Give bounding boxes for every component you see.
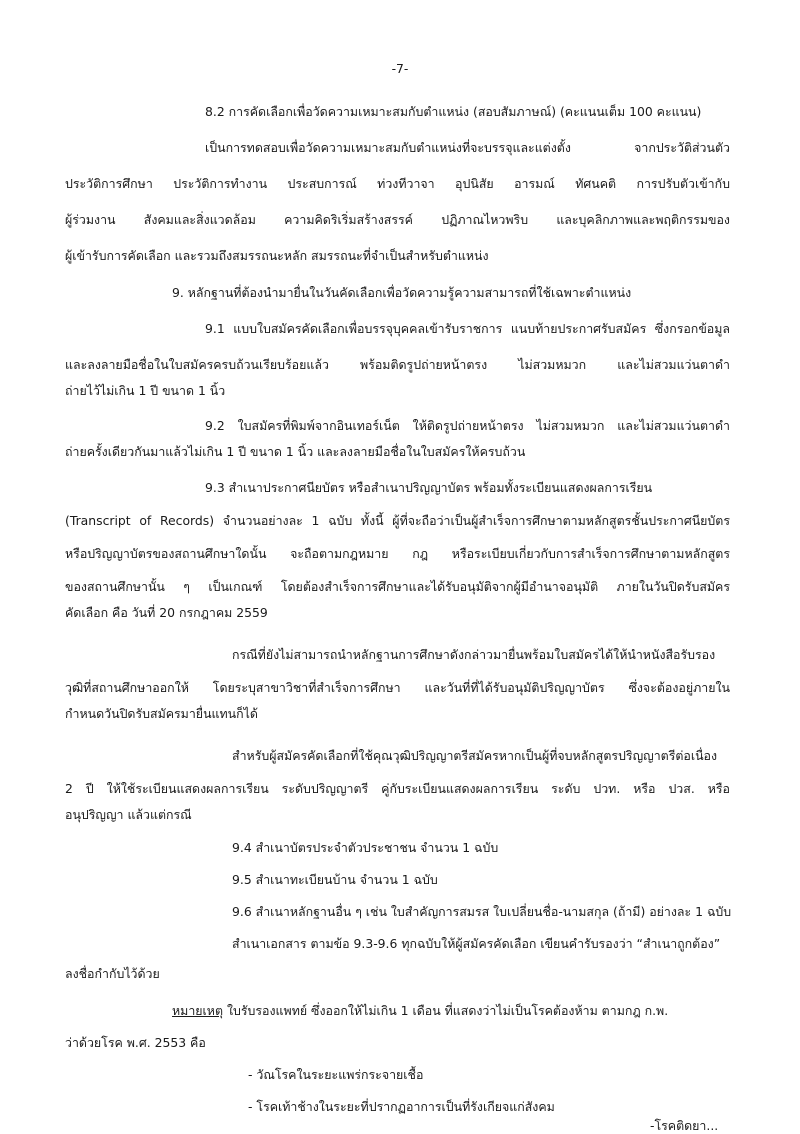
item-9-4: 9.4 สำเนาบัตรประจำตัวประชาชน จำนวน 1 ฉบับ <box>232 840 499 855</box>
paragraph-line: สำหรับผู้สมัครคัดเลือกที่ใช้คุณวุฒิปริญญาตรีสมัครหากเป็นผู้ที่จบหลักสูตรปริญญาตรีต่อเนื่อง <box>232 748 718 763</box>
note-line <box>172 1004 668 1019</box>
paragraph-line: และลงลายมือชื่อในใบสมัครครบถ้วนเรียบร้อยแล้ว พร้อมติดรูปถ่ายหน้าตรง ไม่สวมหมวก และไม่สวมแว่นตาดำ <box>65 357 730 372</box>
note-text: ใบรับรองแพทย์ ซึ่งออกให้ไม่เกิน 1 เดือน ที่แสดงว่าไม่เป็นโรคต้องห้าม ตามกฎ ก.พ. <box>223 1003 669 1018</box>
page-number: -7- <box>391 61 409 76</box>
paragraph-line: เป็นการทดสอบเพื่อวัดความเหมาะสมกับตำแหน่งที่จะบรรจุและแต่งตั้ง จากประวัติส่วนตัว <box>205 140 730 155</box>
page-continuation: -โรคติดยา... <box>650 1118 719 1133</box>
item-9-5: 9.5 สำเนาทะเบียนบ้าน จำนวน 1 ฉบับ <box>232 872 438 887</box>
list-item: - วัณโรคในระยะแพร่กระจายเชื้อ <box>248 1067 424 1082</box>
paragraph-line: ถ่ายไว้ไม่เกิน 1 ปี ขนาด 1 นิ้ว <box>65 383 226 398</box>
paragraph-line: 9.3 สำเนาประกาศนียบัตร หรือสำเนาปริญญาบัตร พร้อมทั้งระเบียนแสดงผลการเรียน <box>205 480 653 495</box>
paragraph-line: 9.1 แบบใบสมัครคัดเลือกเพื่อบรรจุบุคคลเข้ารับราชการ แนบท้ายประกาศรับสมัคร ซึ่งกรอกข้อมูล <box>205 321 730 336</box>
item-9-6: 9.6 สำเนาหลักฐานอื่น ๆ เช่น ใบสำคัญการสมรส ใบเปลี่ยนชื่อ-นามสกุล (ถ้ามี) อย่างละ 1 ฉบับ <box>232 904 732 919</box>
note-label: หมายเหตุ <box>172 1003 224 1018</box>
list-item: - โรคเท้าช้างในระยะที่ปรากฏอาการเป็นที่รังเกียจแก่สังคม <box>248 1099 555 1114</box>
section-9-heading: 9. หลักฐานที่ต้องนำมายื่นในวันคัดเลือกเพื่อวัดความรู้ความสามารถที่ใช้เฉพาะตำแหน่ง <box>172 285 632 300</box>
paragraph-line: ผู้ร่วมงาน สังคมและสิ่งแวดล้อม ความคิดริเริ่มสร้างสรรค์ ปฏิภาณไหวพริบ และบุคลิกภาพและพฤติกรรมของ <box>65 212 730 227</box>
paragraph-line: คัดเลือก คือ วันที่ 20 กรกฎาคม 2559 <box>65 605 268 620</box>
paragraph-line: ว่าด้วยโรค พ.ศ. 2553 คือ <box>65 1035 206 1050</box>
paragraph-line: ประวัติการศึกษา ประวัติการทำงาน ประสบการณ์ ท่วงทีวาจา อุปนิสัย อารมณ์ ทัศนคติ การปรับตัวเข้ากับ <box>65 176 730 191</box>
paragraph-line: ของสถานศึกษานั้น ๆ เป็นเกณฑ์ โดยต้องสำเร็จการศึกษาและได้รับอนุมัติจากผู้มีอำนาจอนุมัติ ภายในวันปิดรับสมัคร <box>65 579 730 594</box>
paragraph-line: กำหนดวันปิดรับสมัครมายื่นแทนก็ได้ <box>65 706 258 721</box>
paragraph-line: ผู้เข้ารับการคัดเลือก และรวมถึงสมรรถนะหลัก สมรรถนะที่จำเป็นสำหรับตำแหน่ง <box>65 248 489 263</box>
paragraph-line: หรือปริญญาบัตรของสถานศึกษาใดนั้น จะถือตามกฎหมาย กฎ หรือระเบียบเกี่ยวกับการสำเร็จการศึกษาตามหลักสูตร <box>65 546 730 561</box>
paragraph-line: อนุปริญญา แล้วแต่กรณี <box>65 807 192 822</box>
paragraph-line: ถ่ายครั้งเดียวกันมาแล้วไม่เกิน 1 ปี ขนาด 1 นิ้ว และลงลายมือชื่อในใบสมัครให้ครบถ้วน <box>65 444 526 459</box>
paragraph-line: กรณีที่ยังไม่สามารถนำหลักฐานการศึกษาดังกล่าวมายื่นพร้อมใบสมัครได้ให้นำหนังสือรับรอง <box>232 647 716 662</box>
paragraph-line: (Transcript of Records) จำนวนอย่างละ 1 ฉบับ ทั้งนี้ ผู้ที่จะถือว่าเป็นผู้สำเร็จการศึกษาตามหลักสูตรชั้นประกาศนียบัตร <box>65 513 730 528</box>
paragraph-line: สำเนาเอกสาร ตามข้อ 9.3-9.6 ทุกฉบับให้ผู้สมัครคัดเลือก เขียนคำรับรองว่า “สำเนาถูกต้อง” <box>232 936 721 951</box>
paragraph-line: 2 ปี ให้ใช้ระเบียนแสดงผลการเรียน ระดับปริญญาตรี คู่กับระเบียนแสดงผลการเรียน ระดับ ปวท. หรือ ปวส. หรือ <box>65 781 730 796</box>
section-8-2-heading: 8.2 การคัดเลือกเพื่อวัดความเหมาะสมกับตำแหน่ง (สอบสัมภาษณ์) (คะแนนเต็ม 100 คะแนน) <box>205 104 702 119</box>
paragraph-line: วุฒิที่สถานศึกษาออกให้ โดยระบุสาขาวิชาที่สำเร็จการศึกษา และวันที่ที่ได้รับอนุมัติปริญญาบัตร ซึ่งจะต้องอยู่ภายใน <box>65 680 730 695</box>
paragraph-line: 9.2 ใบสมัครที่พิมพ์จากอินเทอร์เน็ต ให้ติดรูปถ่ายหน้าตรง ไม่สวมหมวก และไม่สวมแว่นตาดำ <box>205 418 730 433</box>
paragraph-line: ลงชื่อกำกับไว้ด้วย <box>65 966 160 981</box>
